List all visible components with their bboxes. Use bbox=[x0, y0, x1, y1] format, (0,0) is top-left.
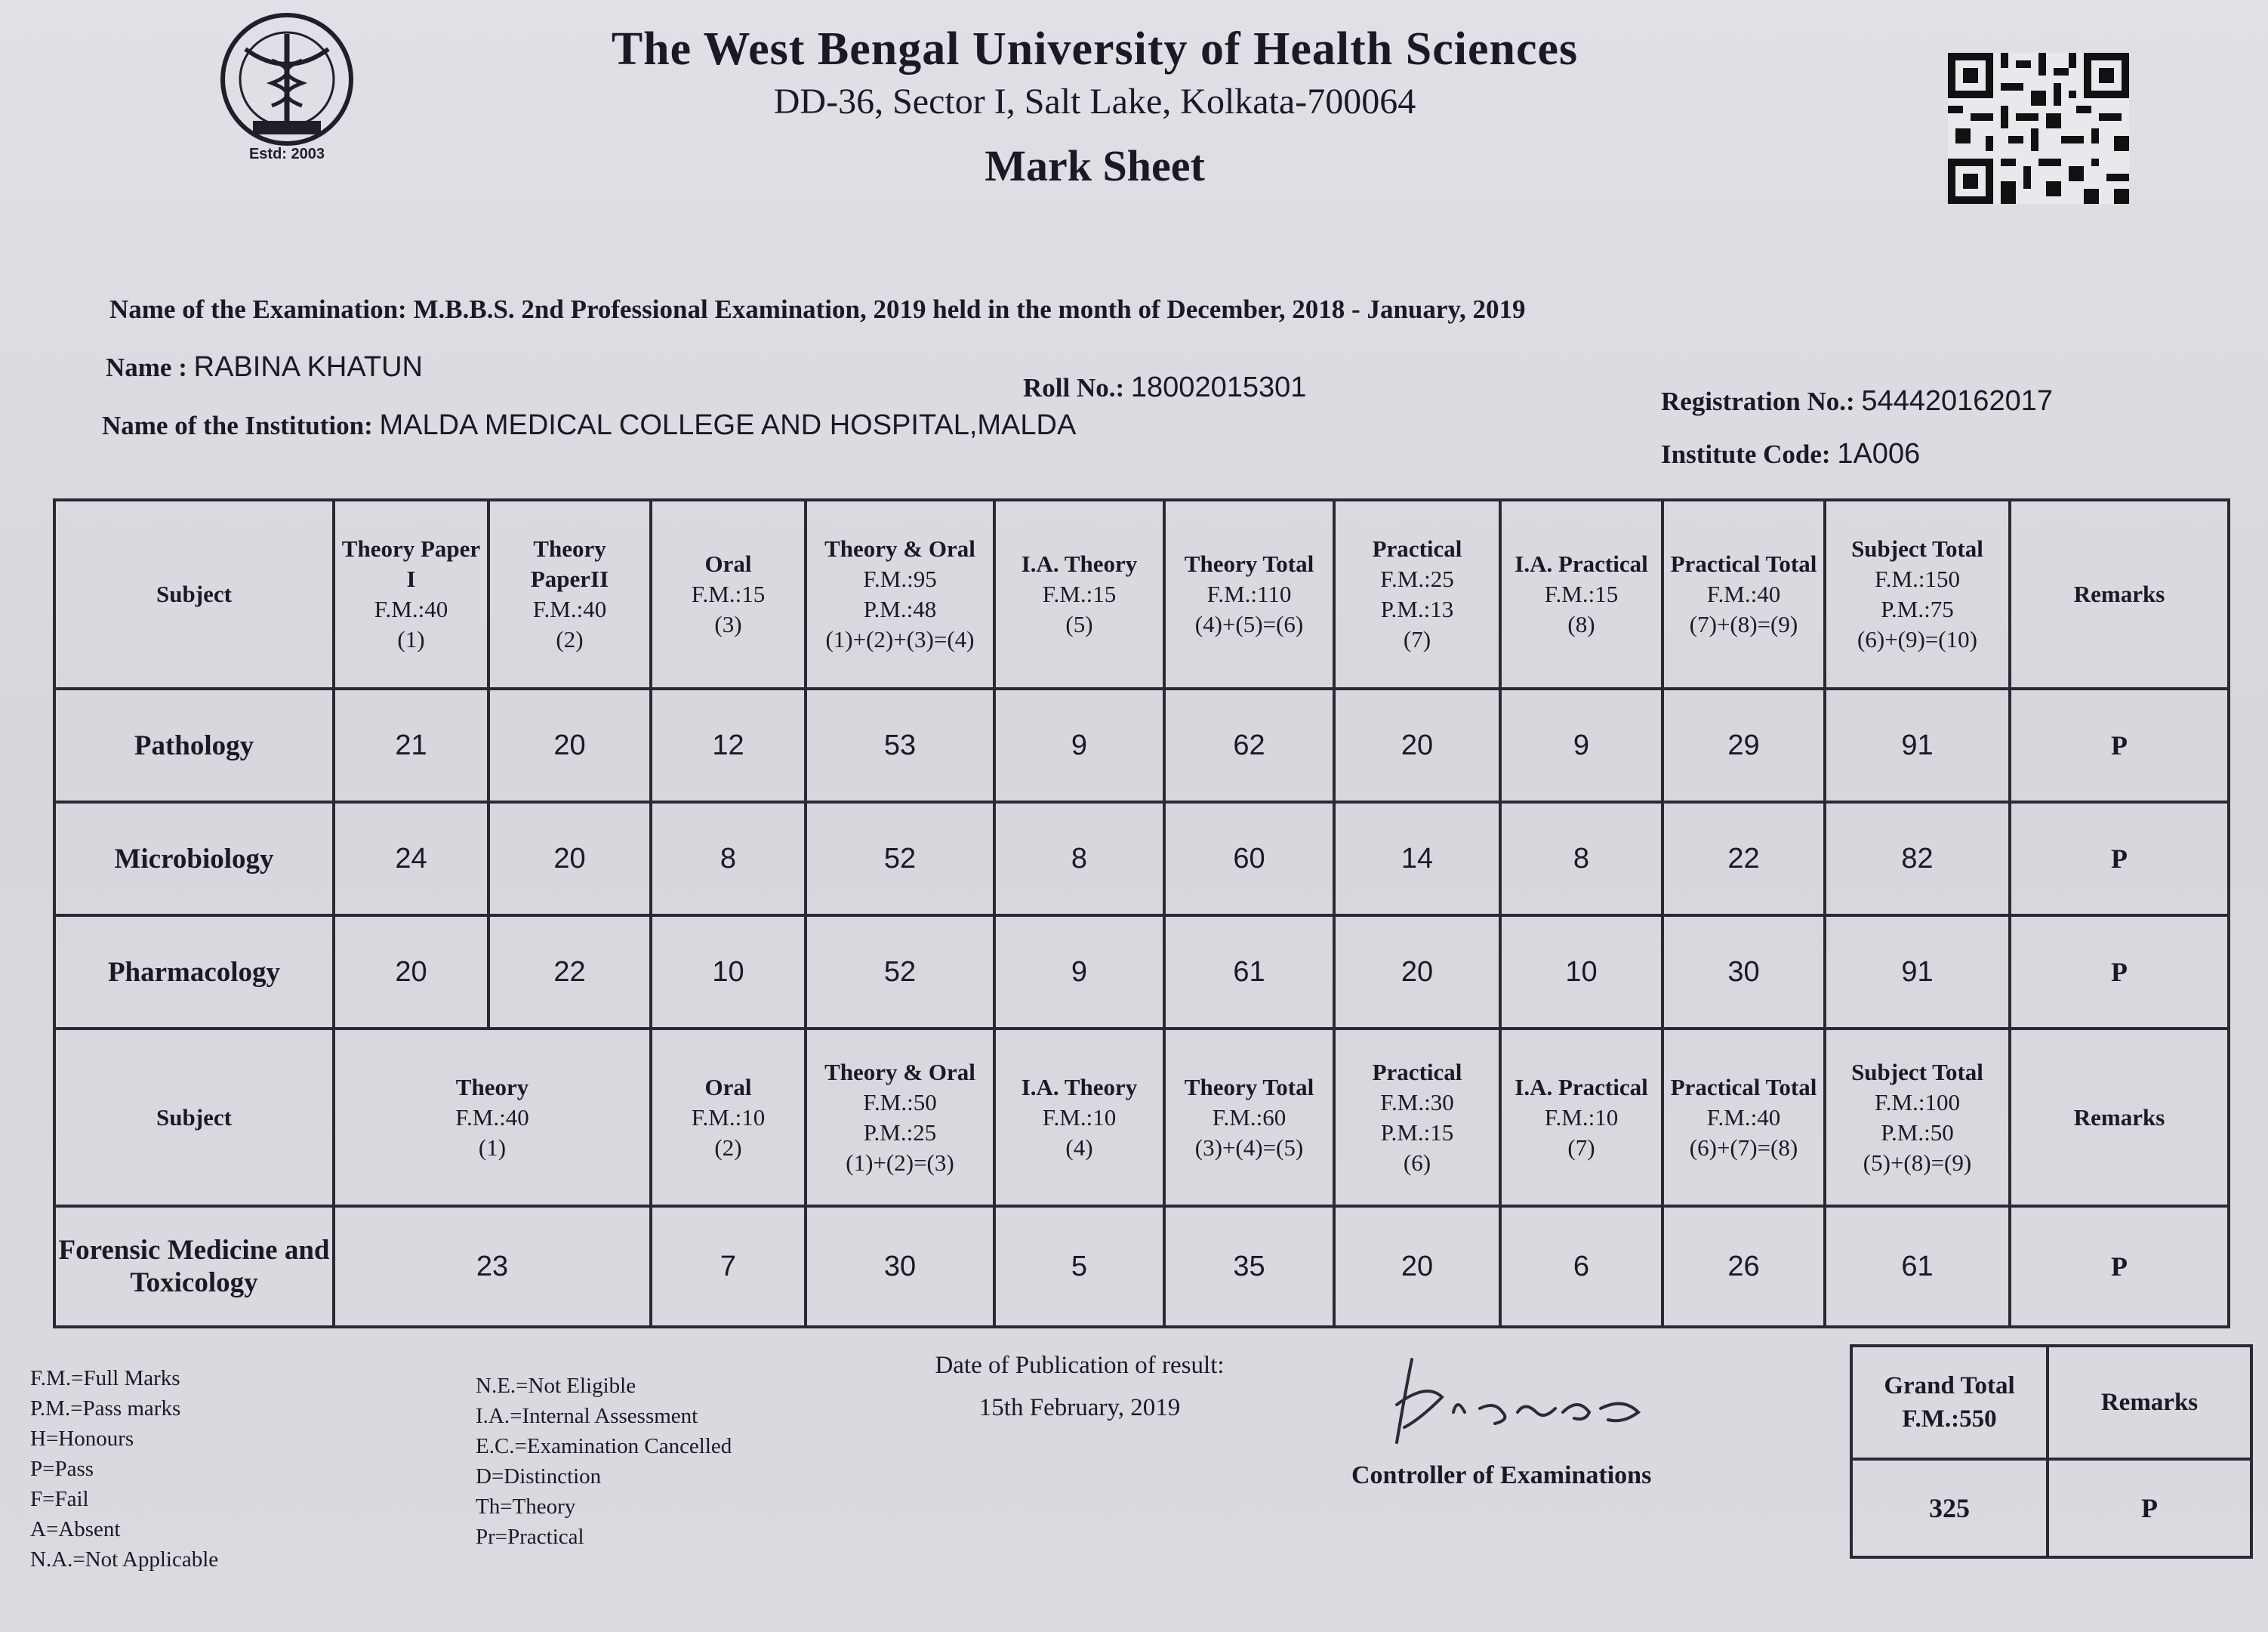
column-subtext: (4) bbox=[1065, 1134, 1093, 1161]
mark-value: 7 bbox=[651, 1206, 806, 1327]
marks-table bbox=[53, 498, 2230, 1328]
controller-signature bbox=[1382, 1337, 1669, 1458]
column-title: Practical bbox=[1372, 535, 1462, 562]
mark-value: 9 bbox=[1500, 689, 1662, 802]
mark-value: 60 bbox=[1164, 802, 1334, 915]
roll-info bbox=[1023, 372, 1306, 404]
column-header bbox=[994, 1029, 1164, 1206]
column-header bbox=[1662, 500, 1825, 689]
table-row bbox=[54, 802, 2229, 915]
column-header bbox=[1825, 500, 2010, 689]
column-subtext: P.M.:13 bbox=[1380, 596, 1454, 622]
mark-value: 26 bbox=[1662, 1206, 1825, 1327]
table-header-row bbox=[54, 1029, 2229, 1206]
mark-value: 52 bbox=[806, 802, 994, 915]
column-header bbox=[1500, 500, 1662, 689]
legend-item: N.E.=Not Eligible bbox=[476, 1374, 636, 1398]
column-subtext: (5)+(8)=(9) bbox=[1863, 1149, 1972, 1176]
column-subtext: (6)+(7)=(8) bbox=[1689, 1134, 1798, 1161]
column-subtext: F.M.:100 bbox=[1875, 1088, 1960, 1115]
column-header bbox=[2010, 1029, 2229, 1206]
legend-item: E.C.=Examination Cancelled bbox=[476, 1434, 732, 1458]
column-title: Subject bbox=[156, 581, 232, 607]
column-subtext: P.M.:15 bbox=[1380, 1118, 1454, 1146]
mark-value: 91 bbox=[1825, 915, 2010, 1029]
grand-total-fm: F.M.:550 bbox=[1902, 1405, 1997, 1433]
institute-code-label: Institute Code: bbox=[1661, 440, 1831, 469]
remark-value: P bbox=[2010, 915, 2229, 1029]
column-header bbox=[1164, 500, 1334, 689]
university-address: DD-36, Sector I, Salt Lake, Kolkata-700064 bbox=[773, 82, 1416, 122]
student-name: RABINA KHATUN bbox=[193, 351, 423, 383]
legend-item: Th=Theory bbox=[476, 1495, 576, 1519]
column-subtext: (6)+(9)=(10) bbox=[1857, 626, 1977, 652]
publication-info bbox=[906, 1344, 1253, 1429]
column-title: Remarks bbox=[2073, 581, 2165, 607]
column-title: Theory Total bbox=[1184, 551, 1314, 577]
column-title: I.A. Theory bbox=[1021, 551, 1138, 577]
exam-value: M.B.B.S. 2nd Professional Examination, 2019 held in the month of December, 2018 - January, 2019 bbox=[413, 295, 1526, 324]
institute-code-info bbox=[1661, 438, 1920, 470]
mark-value: 8 bbox=[651, 802, 806, 915]
column-header bbox=[334, 1029, 651, 1206]
mark-value: 20 bbox=[488, 689, 651, 802]
column-title: Subject bbox=[156, 1103, 232, 1131]
mark-value: 8 bbox=[994, 802, 1164, 915]
table-row bbox=[54, 1206, 2229, 1327]
column-header bbox=[1164, 1029, 1334, 1206]
column-subtext: (3) bbox=[714, 611, 742, 637]
column-subtext: F.M.:95 bbox=[863, 566, 937, 592]
column-title: Practical Total bbox=[1670, 551, 1817, 577]
legend-item: H=Honours bbox=[30, 1427, 134, 1451]
legend-item: D=Distinction bbox=[476, 1464, 602, 1489]
column-title: Theory Total bbox=[1184, 1073, 1314, 1100]
column-title: Theory & Oral bbox=[824, 535, 975, 562]
column-title: I.A. Theory bbox=[1021, 1073, 1138, 1100]
column-subtext: P.M.:25 bbox=[863, 1118, 937, 1146]
column-subtext: P.M.:75 bbox=[1881, 596, 1954, 622]
mark-value: 20 bbox=[1334, 915, 1500, 1029]
grand-total-remarks-header: Remarks bbox=[2048, 1346, 2251, 1459]
mark-value: 9 bbox=[994, 915, 1164, 1029]
legend-item: P=Pass bbox=[30, 1457, 94, 1481]
roll-label: Roll No.: bbox=[1023, 373, 1125, 403]
roll-number: 18002015301 bbox=[1130, 372, 1307, 403]
column-subtext: (5) bbox=[1065, 611, 1093, 637]
mark-value: 20 bbox=[488, 802, 651, 915]
column-subtext: F.M.:40 bbox=[1706, 581, 1781, 607]
mark-value: 61 bbox=[1825, 1206, 2010, 1327]
mark-value: 10 bbox=[651, 915, 806, 1029]
column-subtext: F.M.:15 bbox=[1544, 581, 1619, 607]
column-header bbox=[2010, 500, 2229, 689]
column-subtext: (2) bbox=[556, 626, 584, 652]
grand-total-label: Grand Total bbox=[1884, 1372, 2015, 1399]
mark-value: 22 bbox=[1662, 802, 1825, 915]
mark-value: 12 bbox=[651, 689, 806, 802]
column-title: Subject Total bbox=[1851, 1058, 1983, 1085]
column-subtext: (7)+(8)=(9) bbox=[1689, 611, 1798, 637]
column-header bbox=[1334, 1029, 1500, 1206]
mark-value: 6 bbox=[1500, 1206, 1662, 1327]
subject-name: Forensic Medicine and Toxicology bbox=[54, 1206, 334, 1327]
column-subtext: (1) bbox=[478, 1134, 507, 1161]
institution-label: Name of the Institution: bbox=[102, 411, 373, 440]
column-title: Oral bbox=[704, 1073, 752, 1100]
registration-label: Registration No.: bbox=[1661, 387, 1855, 416]
column-subtext: (8) bbox=[1567, 611, 1595, 637]
mark-value: 8 bbox=[1500, 802, 1662, 915]
mark-value: 91 bbox=[1825, 689, 2010, 802]
registration-number: 544420162017 bbox=[1861, 385, 2053, 417]
column-header bbox=[54, 500, 334, 689]
column-subtext: (1) bbox=[397, 626, 425, 652]
mark-value: 22 bbox=[488, 915, 651, 1029]
grand-total-table bbox=[1850, 1344, 2253, 1559]
column-subtext: (1)+(2)+(3)=(4) bbox=[825, 626, 975, 652]
student-name-info bbox=[106, 351, 423, 384]
subject-name: Pharmacology bbox=[54, 915, 334, 1029]
mark-value: 10 bbox=[1500, 915, 1662, 1029]
mark-value: 9 bbox=[994, 689, 1164, 802]
column-title: Remarks bbox=[2073, 1103, 2165, 1131]
column-header bbox=[994, 500, 1164, 689]
document-title: Mark Sheet bbox=[985, 141, 1205, 190]
column-subtext: F.M.:150 bbox=[1875, 566, 1960, 592]
remark-value: P bbox=[2010, 802, 2229, 915]
column-subtext: (3)+(4)=(5) bbox=[1194, 1134, 1304, 1161]
column-subtext: F.M.:15 bbox=[1042, 581, 1117, 607]
column-title: Theory PaperII bbox=[530, 535, 609, 592]
subject-name: Pathology bbox=[54, 689, 334, 802]
column-header bbox=[1662, 1029, 1825, 1206]
legend-left bbox=[30, 1363, 218, 1575]
column-header bbox=[651, 1029, 806, 1206]
table-header-row bbox=[54, 500, 2229, 689]
column-header bbox=[1500, 1029, 1662, 1206]
mark-value: 35 bbox=[1164, 1206, 1334, 1327]
subject-name: Microbiology bbox=[54, 802, 334, 915]
legend-item: Pr=Practical bbox=[476, 1525, 584, 1549]
column-subtext: P.M.:50 bbox=[1881, 1118, 1954, 1146]
document-header bbox=[528, 23, 1661, 191]
column-subtext: F.M.:10 bbox=[691, 1103, 766, 1131]
column-header bbox=[488, 500, 651, 689]
legend-item: I.A.=Internal Assessment bbox=[476, 1404, 698, 1428]
mark-value: 20 bbox=[1334, 1206, 1500, 1327]
mark-value: 53 bbox=[806, 689, 994, 802]
university-name: The West Bengal University of Health Sciences bbox=[611, 23, 1579, 75]
mark-value: 52 bbox=[806, 915, 994, 1029]
legend-right bbox=[476, 1371, 732, 1552]
mark-value: 21 bbox=[334, 689, 488, 802]
registration-info bbox=[1661, 385, 2053, 418]
mark-value: 62 bbox=[1164, 689, 1334, 802]
column-title: Oral bbox=[704, 551, 752, 577]
mark-value: 61 bbox=[1164, 915, 1334, 1029]
column-subtext: (1)+(2)=(3) bbox=[846, 1149, 954, 1176]
column-subtext: F.M.:40 bbox=[1706, 1103, 1781, 1131]
column-title: Practical Total bbox=[1670, 1073, 1817, 1100]
column-header bbox=[806, 500, 994, 689]
column-header bbox=[806, 1029, 994, 1206]
column-title: Theory Paper I bbox=[341, 535, 481, 592]
grand-total-value: 325 bbox=[1851, 1459, 2048, 1557]
column-subtext: F.M.:50 bbox=[863, 1088, 937, 1115]
svg-text:Estd: 2003: Estd: 2003 bbox=[248, 146, 325, 162]
column-title: Practical bbox=[1372, 1058, 1462, 1085]
column-subtext: F.M.:30 bbox=[1380, 1088, 1454, 1115]
table-row bbox=[54, 689, 2229, 802]
mark-value: 82 bbox=[1825, 802, 2010, 915]
column-subtext: (2) bbox=[714, 1134, 742, 1161]
exam-info bbox=[109, 295, 1525, 325]
column-header bbox=[1825, 1029, 2010, 1206]
column-header bbox=[1334, 500, 1500, 689]
remark-value: P bbox=[2010, 689, 2229, 802]
publication-date: 15th February, 2019 bbox=[978, 1394, 1181, 1421]
university-logo bbox=[174, 8, 400, 166]
column-header bbox=[54, 1029, 334, 1206]
mark-value: 29 bbox=[1662, 689, 1825, 802]
qr-code-icon bbox=[1948, 53, 2129, 204]
column-subtext: F.M.:10 bbox=[1042, 1103, 1117, 1131]
mark-value: 20 bbox=[334, 915, 488, 1029]
column-header bbox=[651, 500, 806, 689]
mark-value: 5 bbox=[994, 1206, 1164, 1327]
column-subtext: (4)+(5)=(6) bbox=[1194, 611, 1304, 637]
column-subtext: F.M.:40 bbox=[532, 596, 607, 622]
mark-value: 14 bbox=[1334, 802, 1500, 915]
legend-item: A=Absent bbox=[30, 1517, 121, 1541]
mark-value: 20 bbox=[1334, 689, 1500, 802]
column-subtext: (7) bbox=[1567, 1134, 1595, 1161]
column-title: Theory & Oral bbox=[824, 1058, 975, 1085]
institution-info bbox=[102, 409, 1076, 442]
exam-label: Name of the Examination: bbox=[109, 295, 407, 324]
column-subtext: F.M.:60 bbox=[1212, 1103, 1287, 1131]
column-subtext: F.M.:25 bbox=[1380, 566, 1454, 592]
column-subtext: (6) bbox=[1403, 1149, 1431, 1176]
legend-item: N.A.=Not Applicable bbox=[30, 1547, 219, 1572]
column-header bbox=[334, 500, 488, 689]
table-row bbox=[54, 915, 2229, 1029]
column-title: I.A. Practical bbox=[1515, 1073, 1648, 1100]
legend-item: F=Fail bbox=[30, 1487, 89, 1511]
name-label: Name : bbox=[106, 353, 187, 382]
legend-item: F.M.=Full Marks bbox=[30, 1366, 180, 1390]
column-title: Subject Total bbox=[1851, 535, 1983, 562]
column-subtext: (7) bbox=[1403, 626, 1431, 652]
publication-label: Date of Publication of result: bbox=[935, 1352, 1225, 1379]
column-subtext: P.M.:48 bbox=[863, 596, 937, 622]
mark-value: 23 bbox=[334, 1206, 651, 1327]
legend-item: P.M.=Pass marks bbox=[30, 1396, 181, 1421]
column-subtext: F.M.:10 bbox=[1544, 1103, 1619, 1131]
column-subtext: F.M.:40 bbox=[455, 1103, 529, 1131]
column-title: Theory bbox=[455, 1073, 529, 1100]
grand-total-remark: P bbox=[2048, 1459, 2251, 1557]
column-subtext: F.M.:40 bbox=[374, 596, 448, 622]
mark-value: 30 bbox=[1662, 915, 1825, 1029]
remark-value: P bbox=[2010, 1206, 2229, 1327]
controller-title: Controller of Examinations bbox=[1351, 1461, 1652, 1489]
column-subtext: F.M.:110 bbox=[1206, 581, 1292, 607]
mark-value: 30 bbox=[806, 1206, 994, 1327]
institute-code: 1A006 bbox=[1837, 438, 1921, 470]
mark-value: 24 bbox=[334, 802, 488, 915]
grand-total-header bbox=[1851, 1346, 2048, 1459]
institution-name: MALDA MEDICAL COLLEGE AND HOSPITAL,MALDA bbox=[379, 409, 1077, 441]
column-subtext: F.M.:15 bbox=[691, 581, 766, 607]
column-title: I.A. Practical bbox=[1515, 551, 1648, 577]
